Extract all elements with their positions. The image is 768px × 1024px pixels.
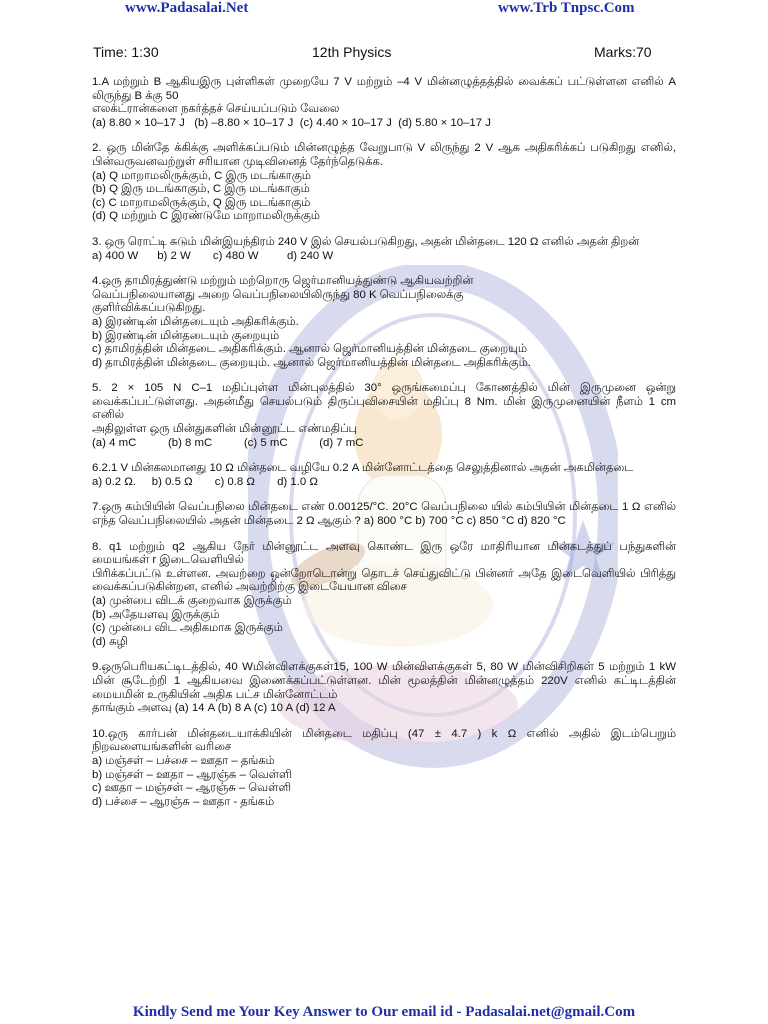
- answer-option: c) தாமிரத்தின் மின்தடை அதிகரிக்கும். ஆனால் ஜெர்மானியத்தின் மின்தடை குறையும்: [92, 343, 528, 356]
- question-text: 6.2.1 V மின்கலமானது 10 Ω மின்தடை வழியே 0.2 A மின்னோட்டத்தை செலுத்தினால் அதன் அகமின்தடை: [92, 462, 634, 475]
- answer-option: a) இரண்டின் மின்தடையும் அதிகரிக்கும்.: [92, 315, 299, 328]
- question-text: 2. ஒரு மின்தே க்கிக்கு அளிக்கப்படும் மின்னழுத்த வேறுபாடு V லிருந்து 2 V ஆக அதிகரிக்கப் படுகிறது எனில், பின்வருவனவற்றுள் சரியான முடிவினைத் தேர்ந்தெடுக்க.: [92, 142, 676, 168]
- question-list: [92, 76, 676, 821]
- question-text: 9.ஒருபெரியகட்டிடத்தில், 40 Wமின்விளக்குகள்15, 100 W மின்விளக்குகள் 5, 80 W மின்விசிறிகள் 5 மற்றும் 1 kW மின் சூடேற்றி 1 ஆகியவை இணைக்கப்பட்டுள்ளன. மின் மூலத்தின் மின்னழுத்தம் 220V எனில் கட்டிடத்தின் மையமின் உருகியின் அதிக பட்ச மின்னோட்டம்: [92, 661, 676, 701]
- answer-option: a) 0.2 Ω. b) 0.5 Ω c) 0.8 Ω d) 1.0 Ω: [92, 475, 318, 488]
- answer-option: (c) முன்பை விட அதிகமாக இருக்கும்: [92, 622, 283, 635]
- header-link-trb-tnpsc[interactable]: www.Trb Tnpsc.Com: [498, 0, 635, 16]
- answer-option: (b) Q இரு மடங்காகும், C இரு மடங்காகும்: [92, 183, 310, 196]
- answer-option: (a) 8.80 × 10–17 J (b) –8.80 × 10–17 J (c) 4.40 × 10–17 J (d) 5.80 × 10–17 J: [92, 116, 491, 129]
- question-text: 8. q1 மற்றும் q2 ஆகிய நேர் மின்னூட்ட அளவு கொண்ட இரு ஒரே மாதிரியான மின்கடத்துப் பந்துகளின் மையங்கள் r இடைவெளியில்: [92, 540, 676, 567]
- question-block: [92, 382, 676, 450]
- question-text: குளிர்விக்கப்படுகிறது.: [92, 302, 206, 315]
- exam-time: Time: 1:30: [93, 44, 159, 60]
- question-text: பிரிக்கப்பட்டு உள்ளன. அவற்றை ஒன்றோடொன்று தொடச் செய்துவிட்டு பின்னர் அதே இடைவெளியில் பிரித்து வைக்கப்படுகின்றன, எனில் அவற்றிற்கு இடையேயான விசை: [92, 567, 676, 594]
- answer-option: d) தாமிரத்தின் மின்தடை குறையும். ஆனால் ஜெர்மானியத்தின் மின்தடை அதிகரிக்கும்.: [92, 356, 531, 369]
- answer-option: (d) சுழி: [92, 635, 128, 648]
- answer-option: a) மஞ்சள் – பச்சை – ஊதா – தங்கம்: [92, 754, 275, 767]
- question-block: [92, 501, 676, 528]
- question-block: [92, 275, 676, 370]
- header-link-padasalai[interactable]: www.Padasalai.Net: [125, 0, 249, 16]
- answer-option: a) 400 W b) 2 W c) 480 W d) 240 W: [92, 249, 334, 262]
- footer-email-note: Kindly Send me Your Key Answer to Our email id - Padasalai.net@gmail.Com: [132, 1004, 636, 1020]
- answer-option: (a) முன்பை விடக் குறைவாக இருக்கும்: [92, 595, 292, 607]
- question-block: [92, 728, 676, 810]
- question-block: [92, 142, 676, 224]
- question-text: எலக்ட்ரான்களை நகர்த்தச் செய்யப்படும் வேலை: [92, 103, 340, 116]
- question-block: [92, 76, 676, 130]
- question-text: 7.ஒரு கம்பியின் வெப்பநிலை மின்தடை எண் 0.00125/°C. 20°C வெப்பநிலை யில் கம்பியின் மின்தடை 1 Ω எனில் எந்த வெப்பநிலையில் அதன் மின்தடை 2 Ω ஆகும் ? a) 800 °C b) 700 °C c) 850 °C d) 820 °C: [92, 501, 676, 528]
- question-text: 1.A மற்றும் B ஆகியஇரு புள்ளிகள் முறையே 7 V மற்றும் –4 V மின்னழுத்தத்தில் வைக்கப் பட்டுள்ளன எனில் A லிருந்து B க்கு 50: [92, 76, 676, 102]
- question-text: அதிலுள்ள ஒரு மின்துகளின் மின்னூட்ட எண்மதிப்பு: [92, 423, 358, 436]
- question-text: 10.ஒரு கார்பன் மின்தடையாக்கியின் மின்தடை மதிப்பு (47 ± 4.7 ) k Ω எனில் அதில் இடம்பெறும் நிறவளையங்களின் வரிசை: [92, 727, 676, 754]
- question-block: [92, 462, 676, 489]
- answer-option: d) பச்சை – ஆரஞ்சு – ஊதா - தங்கம்: [92, 795, 275, 808]
- answer-option: b) இரண்டின் மின்தடையும் குறையும்: [92, 329, 280, 342]
- question-block: [92, 541, 676, 650]
- answer-option: (c) C மாறாமலிருக்கும், Q இரு மடங்காகும்: [92, 196, 311, 209]
- question-block: [92, 661, 676, 715]
- question-text: வெப்பநிலையானது அறை வெப்பநிலையிலிருந்து 80 K வெப்பநிலைக்கு: [92, 288, 464, 301]
- answer-option: (b) அதேயளவு இருக்கும்: [92, 608, 220, 621]
- answer-option: (a) Q மாறாமலிருக்கும், C இரு மடங்காகும்: [92, 169, 311, 182]
- question-text: 4.ஒரு தாமிரத்துண்டு மற்றும் மற்றொரு ஜெர்மானியத்துண்டு ஆகியவற்றின்: [92, 275, 474, 288]
- answer-option: (a) 4 mC (b) 8 mC (c) 5 mC (d) 7 mC: [92, 436, 364, 449]
- question-text: 3. ஒரு ரொட்டி சுடும் மின்இயந்திரம் 240 V இல் செயல்படுகிறது, அதன் மின்தடை 120 Ω எனில் அதன் திறன்: [92, 235, 640, 248]
- question-text: 5. 2 × 105 N C–1 மதிப்புள்ள மின்புலத்தில் 30° ஒருங்கமைப்பு கோணத்தில் மின் இருமுனை ஒன்று வைக்கப்பட்டுள்ளது. அதன்மீது செயல்படும் திருப்புவிசையின் மதிப்பு 8 Nm. மின் இருமுனையின் நீளம் 1 cm எனில்: [92, 382, 676, 422]
- question-text: தாங்கும் அளவு (a) 14 A (b) 8 A (c) 10 A (d) 12 A: [92, 702, 336, 715]
- answer-option: b) மஞ்சள் – ஊதா – ஆரஞ்சு – வெள்ளி: [92, 768, 292, 781]
- answer-option: (d) Q மற்றும் C இரண்டுமே மாறாமலிருக்கும்: [92, 210, 320, 223]
- question-block: [92, 236, 676, 263]
- exam-subject: 12th Physics: [312, 44, 392, 60]
- answer-option: c) ஊதா – மஞ்சள் – ஆரஞ்சு – வெள்ளி: [92, 782, 291, 795]
- exam-marks: Marks:70: [594, 44, 652, 60]
